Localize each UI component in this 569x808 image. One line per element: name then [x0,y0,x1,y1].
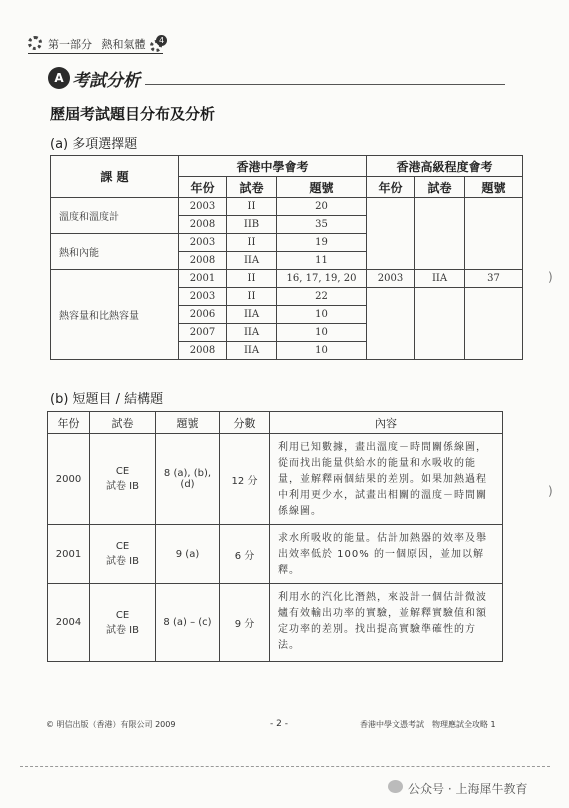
year-cell: 2006 [179,306,227,324]
paper-cell [90,434,156,525]
topic-cell: 熱容量和比熱容量 [51,270,179,360]
logo-rule [145,84,505,85]
qno-line: (d) [180,479,195,490]
chapter-number-badge: 4 [156,35,167,46]
qno-cell: 22 [277,288,367,306]
table-row [48,434,503,525]
qno-cell: 10 [277,306,367,324]
year-cell: 2008 [179,252,227,270]
section-b-heading: (b) 短題目 / 結構題 [50,392,164,407]
year-cell: 2008 [179,216,227,234]
page-title: 歷屆考試題目分布及分析 [50,105,216,123]
qno-cell: 16, 17, 19, 20 [277,270,367,288]
col-paper: 試卷 [227,177,277,198]
paper-exam: CE [115,541,130,552]
structured-question-table [47,411,503,662]
qno-cell [156,434,220,525]
al-empty [367,288,415,360]
paper-cell: IIA [227,252,277,270]
marks-cell: 6 分 [220,525,270,584]
year-cell: 2001 [48,525,90,584]
year-cell: 2001 [179,270,227,288]
al-paper-cell: IIA [415,270,465,288]
page-number: - 2 - [270,719,288,729]
content-cell: 利用水的汽化比潛熱，來設計一個估計微波爐有效輸出功率的實驗，並解釋實驗值和額定功率的差別。找出提高實驗準確性的方法。 [270,584,503,662]
col-year: 年份 [367,177,415,198]
paper-cell [90,584,156,662]
section-a-heading: (a) 多項選擇題 [50,137,138,152]
footer-book-title: 香港中學文憑考試 物理應試全攻略 1 [360,720,496,729]
chapter-name: 熱和氣體 [101,38,146,51]
year-cell: 2000 [48,434,90,525]
col-paper: 試卷 [415,177,465,198]
marks-cell: 9 分 [220,584,270,662]
col-year: 年份 [179,177,227,198]
wechat-icon [388,780,403,793]
paper-cell: IIA [227,306,277,324]
paper-number: 試卷 IB [106,556,139,567]
year-cell: 2003 [179,198,227,216]
al-empty [465,288,523,360]
year-cell: 2003 [179,234,227,252]
col-year: 年份 [48,412,90,434]
col-marks: 分數 [220,412,270,434]
col-qno: 題號 [465,177,523,198]
table-row [51,198,523,216]
header-rule [28,53,163,54]
qno-line: 8 (a), (b), [163,468,212,479]
qno-cell: 11 [277,252,367,270]
al-empty [415,198,465,270]
gear-icon [28,36,42,50]
group-hkale: 香港高級程度會考 [367,156,523,177]
year-cell: 2007 [179,324,227,342]
qno-cell: 9 (a) [156,525,220,584]
table-row [48,584,503,662]
topic-cell: 溫度和溫度計 [51,198,179,234]
paper-number: 試卷 IB [106,481,139,492]
al-empty [465,198,523,270]
qno-cell: 19 [277,234,367,252]
qno-cell: 35 [277,216,367,234]
paper-cell: IIA [227,342,277,360]
paper-exam: CE [115,609,130,621]
paper-cell [90,525,156,584]
content-cell: 求水所吸收的能量。估計加熱器的效率及舉出效率低於 100% 的一個原因，並加以解釋。 [270,525,503,584]
content-cell: 利用已知數據，畫出溫度－時間關係線圖，從而找出能量供給水的能量和水吸收的能量，並解釋兩個結果的差別。如果加熱過程中利用更少水，試畫出相關的溫度－時間關係線圖。 [270,434,503,525]
paper-cell: II [227,234,277,252]
col-qno: 題號 [156,412,220,434]
paper-cell: IIA [227,324,277,342]
running-header [48,36,146,52]
paper-cell: II [227,270,277,288]
paper-exam: CE [115,466,130,477]
col-qno: 題號 [277,177,367,198]
year-cell: 2003 [179,288,227,306]
al-empty [367,198,415,270]
paper-cell: II [227,288,277,306]
paper-cell: II [227,198,277,216]
logo-exam-analysis: 考試分析 [72,71,140,91]
paper-number: 試卷 IB [106,624,139,636]
mcq-table [50,155,523,360]
year-cell: 2008 [179,342,227,360]
marks-cell: 12 分 [220,434,270,525]
qno-cell: 8 (a) – (c) [156,584,220,662]
paper-cell: IIB [227,216,277,234]
footer-copyright: © 明信出版（香港）有限公司 2009 [46,720,176,729]
qno-cell: 20 [277,198,367,216]
qno-cell: 10 [277,342,367,360]
binding-mark: ) [548,484,553,498]
al-year-cell: 2003 [367,270,415,288]
table-row [51,270,523,288]
part-label: 第一部分 [48,38,92,51]
topic-cell: 熱和內能 [51,234,179,270]
table-row [48,525,503,584]
binding-mark: ) [548,270,553,284]
al-qno-cell: 37 [465,270,523,288]
qno-cell: 10 [277,324,367,342]
year-cell: 2004 [48,584,90,662]
col-topic: 課 題 [51,156,179,198]
logo-a-badge: A [48,67,70,89]
watermark: 公众号 · 上海犀牛教育 [408,782,528,796]
col-paper: 試卷 [90,412,156,434]
col-content: 內容 [270,412,503,434]
group-hkcee: 香港中學會考 [179,156,367,177]
divider [20,766,550,767]
al-empty [415,288,465,360]
